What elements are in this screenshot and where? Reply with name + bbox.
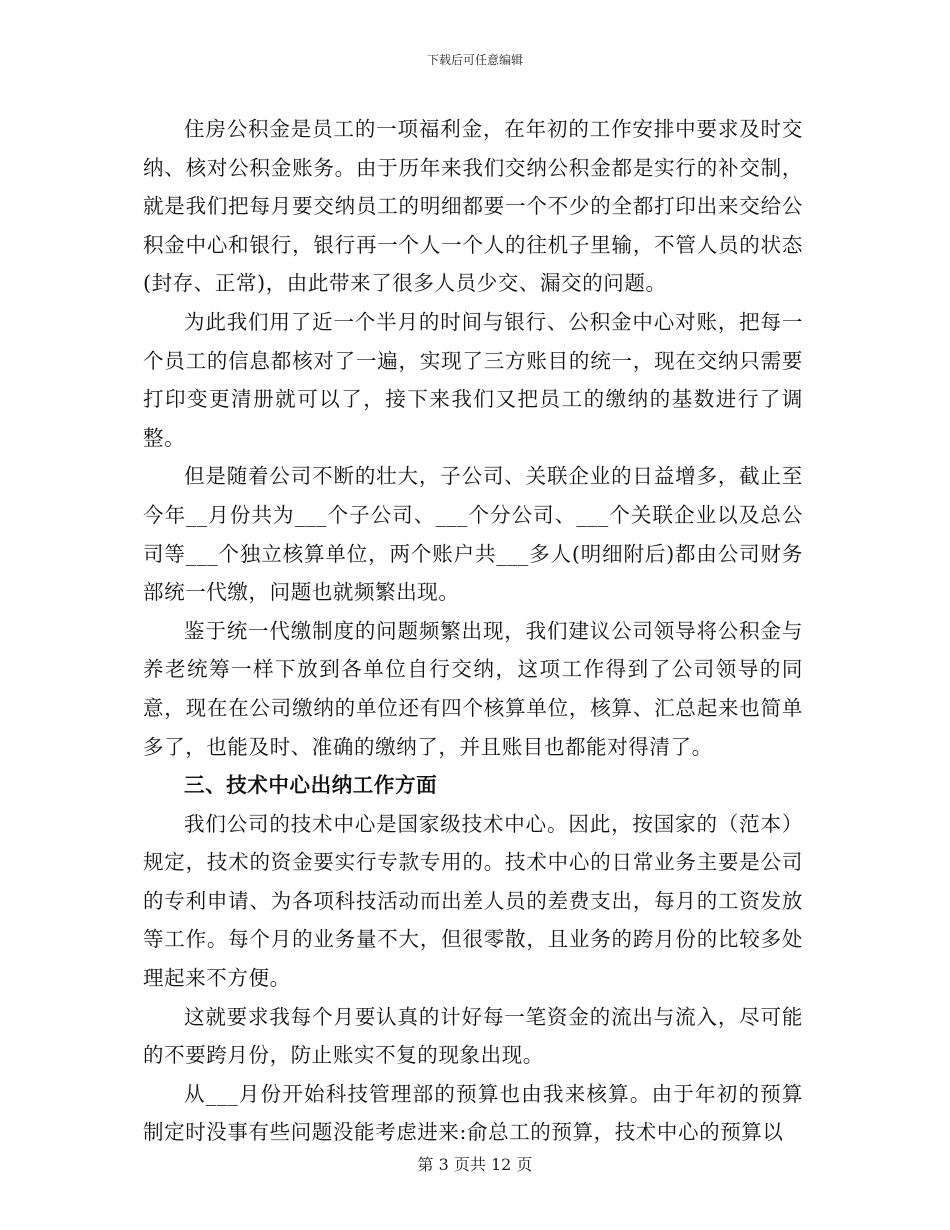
paragraph: 鉴于统一代缴制度的问题频繁出现，我们建议公司领导将公积金与养老统筹一样下放到各单位自行交纳，这项工作得到了公司领导的同意，现在在公司缴纳的单位还有四个核算单位，核算、汇总起来也简单多了，也能及时、准确的缴纳了，并且账目也都能对得清了。 bbox=[143, 618, 803, 759]
document-body bbox=[143, 110, 803, 1152]
paragraph: 这就要求我每个月要认真的计好每一笔资金的流出与流入，尽可能的不要跨月份，防止账实不复的现象出现。 bbox=[143, 1004, 803, 1068]
section-heading: 三、技术中心出纳工作方面 bbox=[184, 773, 438, 798]
paragraph: 从___月份开始科技管理部的预算也由我来核算。由于年初的预算制定时没事有些问题没能考虑进来:俞总工的预算，技术中心的预算以 bbox=[143, 1081, 803, 1145]
paragraph: 我们公司的技术中心是国家级技术中心。因此，按国家的（范本）规定，技术的资金要实行专款专用的。技术中心的日常业务主要是公司的专利申请、为各项科技活动而出差人员的差费支出，每月的工资发放等工作。每个月的业务量不大，但很零散，且业务的跨月份的比较多处理起来不方便。 bbox=[143, 811, 803, 991]
page-header: 下载后可任意编辑 bbox=[426, 53, 523, 67]
paragraph: 住房公积金是员工的一项福利金，在年初的工作安排中要求及时交纳、核对公积金账务。由于历年来我们交纳公积金都是实行的补交制，就是我们把每月要交纳员工的明细都要一个不少的全都打印出来交给公积金中心和银行，银行再一个人一个人的往机子里输，不管人员的状态(封存、正常)，由此带来了很多人员少交、漏交的问题。 bbox=[143, 117, 803, 296]
paragraph: 但是随着公司不断的壮大，子公司、关联企业的日益增多，截止至今年__月份共为___个子公司、___个分公司、___个关联企业以及总公司等___个独立核算单位，两个账户共___多人(明细附后)都由公司财务部统一代缴，问题也就频繁出现。 bbox=[143, 464, 803, 605]
paragraph: 为此我们用了近一个半月的时间与银行、公积金中心对账，把每一个员工的信息都核对了一遍，实现了三方账目的统一，现在交纳只需要打印变更清册就可以了，接下来我们又把员工的缴纳的基数进行了调整。 bbox=[143, 309, 803, 450]
page-footer: 第 3 页共 12 页 bbox=[417, 1155, 533, 1174]
